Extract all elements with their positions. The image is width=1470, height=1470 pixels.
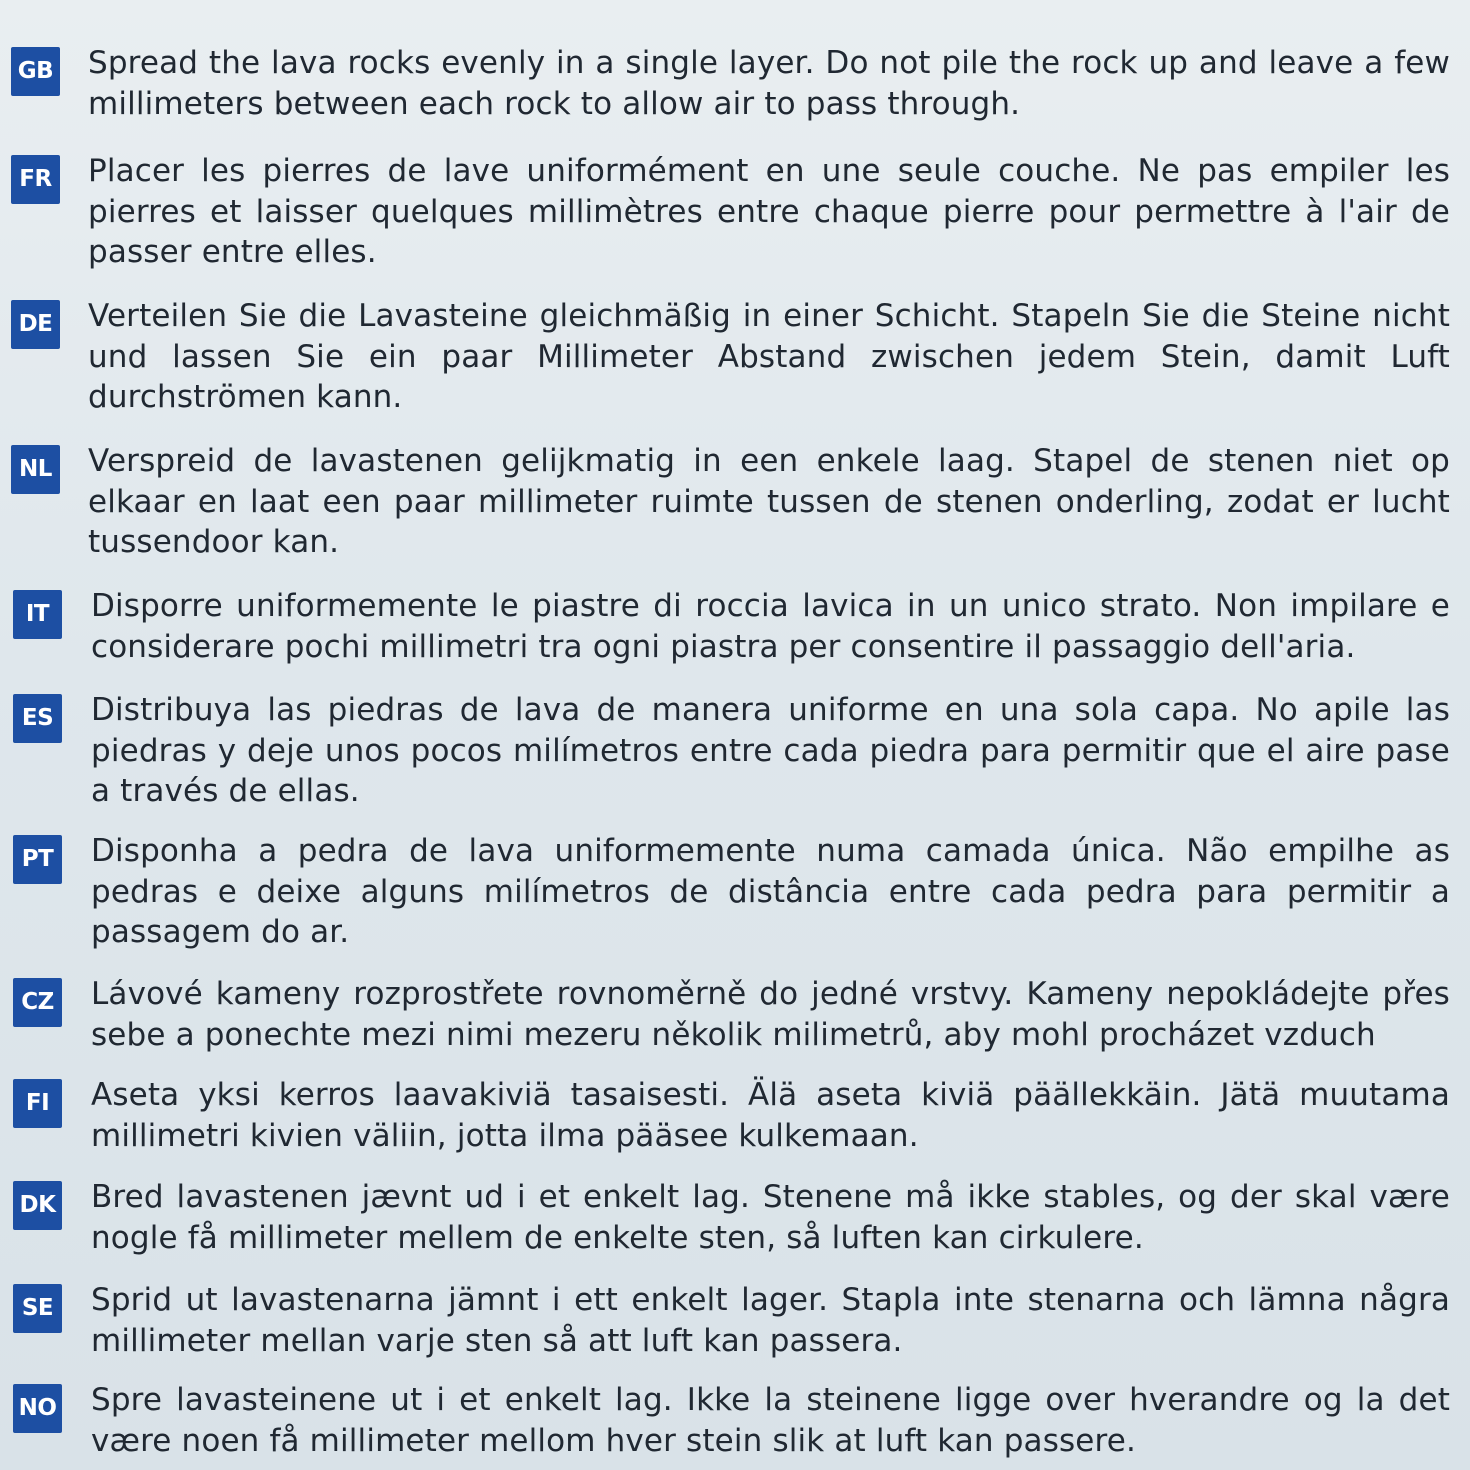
language-badge-fi: FI xyxy=(13,1079,62,1128)
instruction-text-gb: Spread the lava rocks evenly in a single layer. Do not pile the rock up and leave a few millimeters between each rock to allow air to pass through. xyxy=(88,45,1450,122)
language-badge-no: NO xyxy=(13,1384,62,1433)
instruction-text-fi: Aseta yksi kerros laavakiviä tasaisesti. Älä aseta kiviä päällekkäin. Jätä muutama millimetri kivien väliin, jotta ilma pääsee kulkemaan. xyxy=(91,1077,1450,1154)
language-badge-se: SE xyxy=(13,1284,62,1333)
instruction-text-no: Spre lavasteinene ut i et enkelt lag. Ikke la steinene ligge over hverandre og la det være noen få millimeter mellom hver stein slik at luft kan passere. xyxy=(91,1382,1450,1459)
instruction-text-pt: Disponha a pedra de lava uniformemente numa camada única. Não empilhe as pedras e deixe alguns milímetros de distância entre cada pedra para permitir a passagem do ar. xyxy=(91,833,1450,950)
language-badge-gb: GB xyxy=(11,47,60,96)
instruction-text-es: Distribuya las piedras de lava de manera uniforme en una sola capa. No apile las piedras y deje unos pocos milímetros entre cada piedra para permitir que el aire pase a través de ellas. xyxy=(91,692,1450,809)
language-badge-es: ES xyxy=(13,694,62,743)
language-badge-dk: DK xyxy=(13,1181,62,1230)
language-badge-cz: CZ xyxy=(13,978,62,1027)
instruction-text-dk: Bred lavastenen jævnt ud i et enkelt lag. Stenene må ikke stables, og der skal være nogle få millimeter mellem de enkelte sten, så luften kan cirkulere. xyxy=(91,1179,1450,1256)
language-badge-de: DE xyxy=(11,300,60,349)
language-badge-nl: NL xyxy=(11,445,60,494)
instruction-text-de: Verteilen Sie die Lavasteine gleichmäßig in einer Schicht. Stapeln Sie die Steine nicht und lassen Sie ein paar Millimeter Abstand zwischen jedem Stein, damit Luft durchströmen kann. xyxy=(88,298,1450,415)
instruction-text-nl: Verspreid de lavastenen gelijkmatig in een enkele laag. Stapel de stenen niet op elkaar en laat een paar millimeter ruimte tussen de stenen onderling, zodat er lucht tussendoor kan. xyxy=(88,443,1450,560)
instruction-text-cz: Lávové kameny rozprostřete rovnoměrně do jedné vrstvy. Kameny nepokládejte přes sebe a ponechte mezi nimi mezeru několik milimetrů, aby mohl procházet vzduch xyxy=(91,976,1450,1053)
instruction-text-se: Sprid ut lavastenarna jämnt i ett enkelt lager. Stapla inte stenarna och lämna några millimeter mellan varje sten så att luft kan passera. xyxy=(91,1282,1450,1359)
language-badge-it: IT xyxy=(13,590,62,639)
language-badge-fr: FR xyxy=(11,155,60,204)
instruction-text-fr: Placer les pierres de lave uniformément en une seule couche. Ne pas empiler les pierres et laisser quelques millimètres entre chaque pierre pour permettre à l'air de passer entre elles. xyxy=(88,153,1450,270)
language-badge-pt: PT xyxy=(13,835,62,884)
instruction-text-it: Disporre uniformemente le piastre di roccia lavica in un unico strato. Non impilare e considerare pochi millimetri tra ogni piastra per consentire il passaggio dell'aria. xyxy=(91,588,1450,665)
